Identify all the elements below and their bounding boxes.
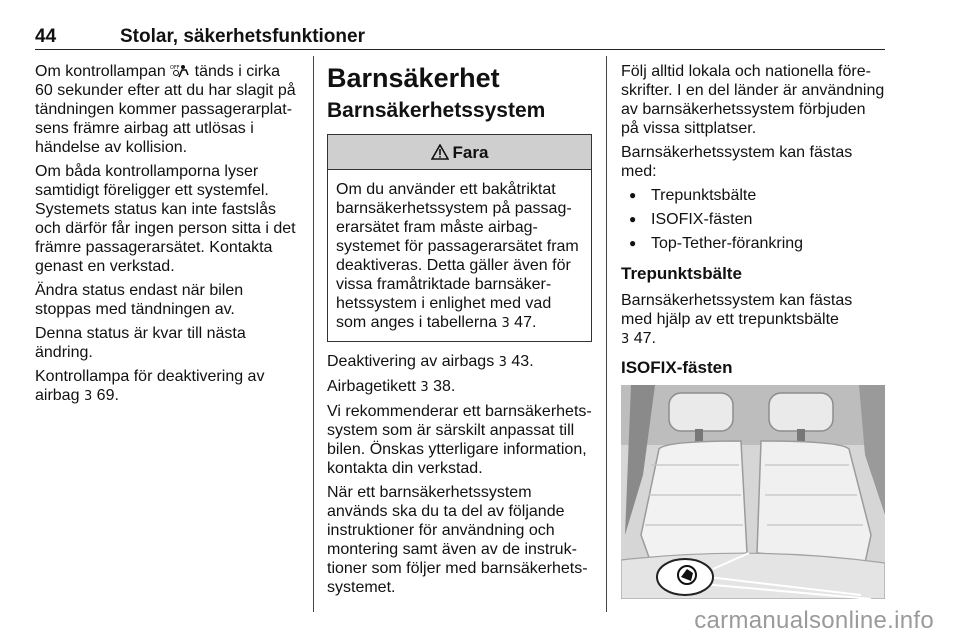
isofix-seat-illustration: [621, 385, 885, 599]
airbag-off-lamp-icon: [170, 64, 190, 78]
column-middle: [327, 62, 592, 602]
paragraph: När ett barnsäkerhetssystem används ska du ta del av följande instruktioner för användning och montering samt även av de instruktioner som följer med barnsäkerhetssystemet.: [327, 484, 588, 596]
paragraph: Kontrollampa för deaktivering av airbag 3 69.: [35, 368, 265, 404]
subsection-heading: Barnsäkerhetssystem: [327, 99, 546, 122]
paragraph: Airbagetikett 3 38.: [327, 378, 456, 395]
ref-arrow-icon: 3: [498, 355, 507, 370]
ref-arrow-icon: 3: [420, 380, 429, 395]
paragraph: Deaktivering av airbags 3 43.: [327, 353, 534, 370]
column-right: [621, 62, 887, 599]
paragraph: Vi rekommenderar ett barnsäkerhetssystem som är särskilt anpassat till bilen. Önskas ytterligare information, kontakta din verkstad.: [327, 403, 592, 477]
paragraph: Ändra status endast när bilen stoppas med tändningen av.: [35, 282, 244, 318]
section-heading: Barnsäkerhet: [327, 63, 500, 93]
list-item: ● Trepunktsbälte: [621, 186, 887, 205]
paragraph: Barnsäkerhetssystem kan fästas med hjälp av ett trepunktsbälte 3 47.: [621, 292, 853, 347]
subsection-heading: ISOFIX-fästen: [621, 358, 733, 377]
column-divider-2: [606, 56, 607, 612]
column-left: [35, 62, 301, 411]
svg-text:OFF: OFF: [170, 65, 180, 71]
ref-arrow-icon: 3: [621, 332, 630, 347]
paragraph: Följ alltid lokala och nationella föreskrifter. I en del länder är användning av barnsäkerhetssystem förbjuden på vissa sittplatser.: [621, 63, 885, 137]
column-divider-1: [313, 56, 314, 612]
page-title: Stolar, säkerhetsfunktioner: [120, 26, 365, 47]
warning-header: [328, 135, 591, 170]
page-number: 44: [35, 26, 57, 47]
header-rule: [35, 49, 885, 50]
paragraph: Barnsäkerhetssystem kan fästas med:: [621, 144, 853, 180]
bullet-list: [621, 186, 887, 253]
page-header: [35, 20, 885, 50]
paragraph: Om båda kontrollamporna lyser samtidigt föreligger ett systemfel. Systemets status kan inte fastslås och därför får ingen person sitta i det främre passagerarsätet. Kontakta genast en verkstad.: [35, 163, 296, 275]
paragraph: Om kontrollampan OFF tänds i cirka 60 sekunder efter att du har slagit på tändningen kommer passagerarplatsens främre airbag att utlösas i händelse av kollision.: [35, 63, 296, 156]
page-reference[interactable]: 47: [514, 314, 532, 331]
warning-triangle-icon: [431, 144, 449, 160]
warning-text: Om du använder ett bakåtriktat barnsäkerhetssystem på passagerarsätet fram måste airbagsystemet för passagerarsätet fram deaktiveras. Detta gäller även för vissa framåtriktade barnsäkerhetssystem i enlighet med vad som anges i tabellerna 3 47.: [336, 181, 579, 331]
list-item: ● ISOFIX-fästen: [621, 210, 887, 229]
warning-label: Fara: [452, 142, 489, 162]
page-reference[interactable]: 43: [511, 353, 530, 370]
page-reference[interactable]: 38: [433, 378, 451, 395]
ref-arrow-icon: 3: [501, 316, 510, 331]
page-reference[interactable]: 47: [633, 330, 652, 347]
paragraph: Denna status är kvar till nästa ändring.: [35, 325, 246, 361]
subsection-heading: Trepunktsbälte: [621, 264, 742, 283]
list-item: ● Top-Tether-förankring: [621, 234, 887, 253]
ref-arrow-icon: 3: [83, 389, 93, 404]
warning-box: [327, 134, 592, 342]
page-reference[interactable]: 69: [96, 387, 115, 404]
watermark: carmanualsonline.info: [694, 607, 934, 634]
